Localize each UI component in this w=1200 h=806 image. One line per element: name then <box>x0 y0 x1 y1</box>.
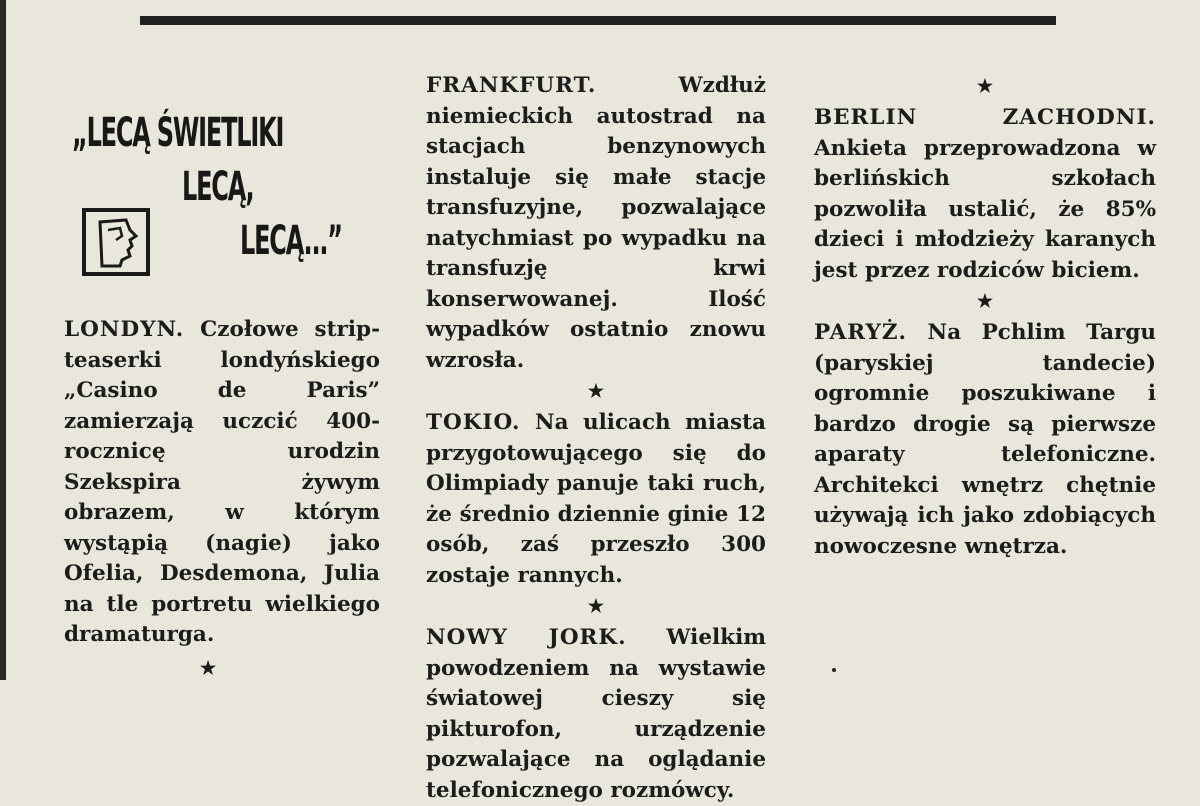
article-text: Wielkim powodzeniem na wystawie światowej cieszy się pikturofon, urządzenie pozwalające na oglądanie telefonicznego rozmówcy. <box>426 625 766 803</box>
article-berlin <box>814 103 1156 286</box>
article-text: Czołowe strip-teaserki londyńskiego „Casino de Paris” zamierzają uczcić 400-rocznicę urodzin Szekspira żywym obrazem, w którym wystąpią (nagie) jako Ofelia, Desdemona, Julia na tle portretu wielkiego dramaturga. <box>64 317 380 647</box>
city-name: TOKIO. <box>426 410 521 435</box>
city-name: FRANKFURT. <box>426 73 597 98</box>
column-2 <box>426 71 766 806</box>
face-profile-icon <box>82 208 150 276</box>
article-frankfurt <box>426 71 766 376</box>
city-name: PARYŻ. <box>814 320 908 345</box>
article-tokio <box>426 408 766 591</box>
article-text: Ankieta przeprowadzona w berlińskich szkołach pozwoliła ustalić, że 85% dzieci i młodzieży karanych jest przez rodziców biciem. <box>814 135 1156 283</box>
column-3 <box>814 71 1156 562</box>
article-text: Na Pchlim Targu (paryskiej tandecie) ogromnie poszukiwane i bardzo drogie są pierwsze aparaty telefoniczne. Architekci wnętrz chętnie używają ich jako zdobiących nowoczesne wnętrza. <box>814 320 1156 559</box>
masthead-line-1: „LECĄ ŚWIETLIKI <box>72 110 284 156</box>
article-text: Na ulicach miasta przygotowującego się do Olimpiady panuje taki ruch, że średnio dziennie ginie 12 osób, zaś przeszło 300 zostaje rannych. <box>426 410 766 588</box>
star-separator: ★ <box>976 291 994 312</box>
city-name: NOWY JORK. <box>426 625 627 650</box>
article-nowy-jork <box>426 623 766 806</box>
article-paryz <box>814 318 1156 562</box>
star-separator: ★ <box>200 657 217 679</box>
masthead-line-2: LECĄ, <box>182 164 254 210</box>
star-separator: ★ <box>587 381 605 402</box>
article-londyn <box>64 315 380 651</box>
star-separator: ★ <box>587 596 605 617</box>
top-rule <box>140 16 1056 25</box>
masthead-line-3: LECĄ...” <box>240 218 342 264</box>
star-separator: ★ <box>976 76 994 97</box>
page-edge <box>0 0 6 680</box>
bottom-dot <box>832 668 836 672</box>
city-name: LONDYN. <box>64 317 185 342</box>
article-text: Wzdłuż niemieckich autostrad na stacjach benzynowych instaluje się małe stacje transfuzyjne, pozwalające natychmiast po wypadku na transfuzję krwi konserwowanej. Ilość wypadków ostatnio znowu wzrosła. <box>426 73 766 373</box>
column-1 <box>64 315 380 683</box>
city-name: BERLIN ZACHODNI. <box>814 105 1156 130</box>
